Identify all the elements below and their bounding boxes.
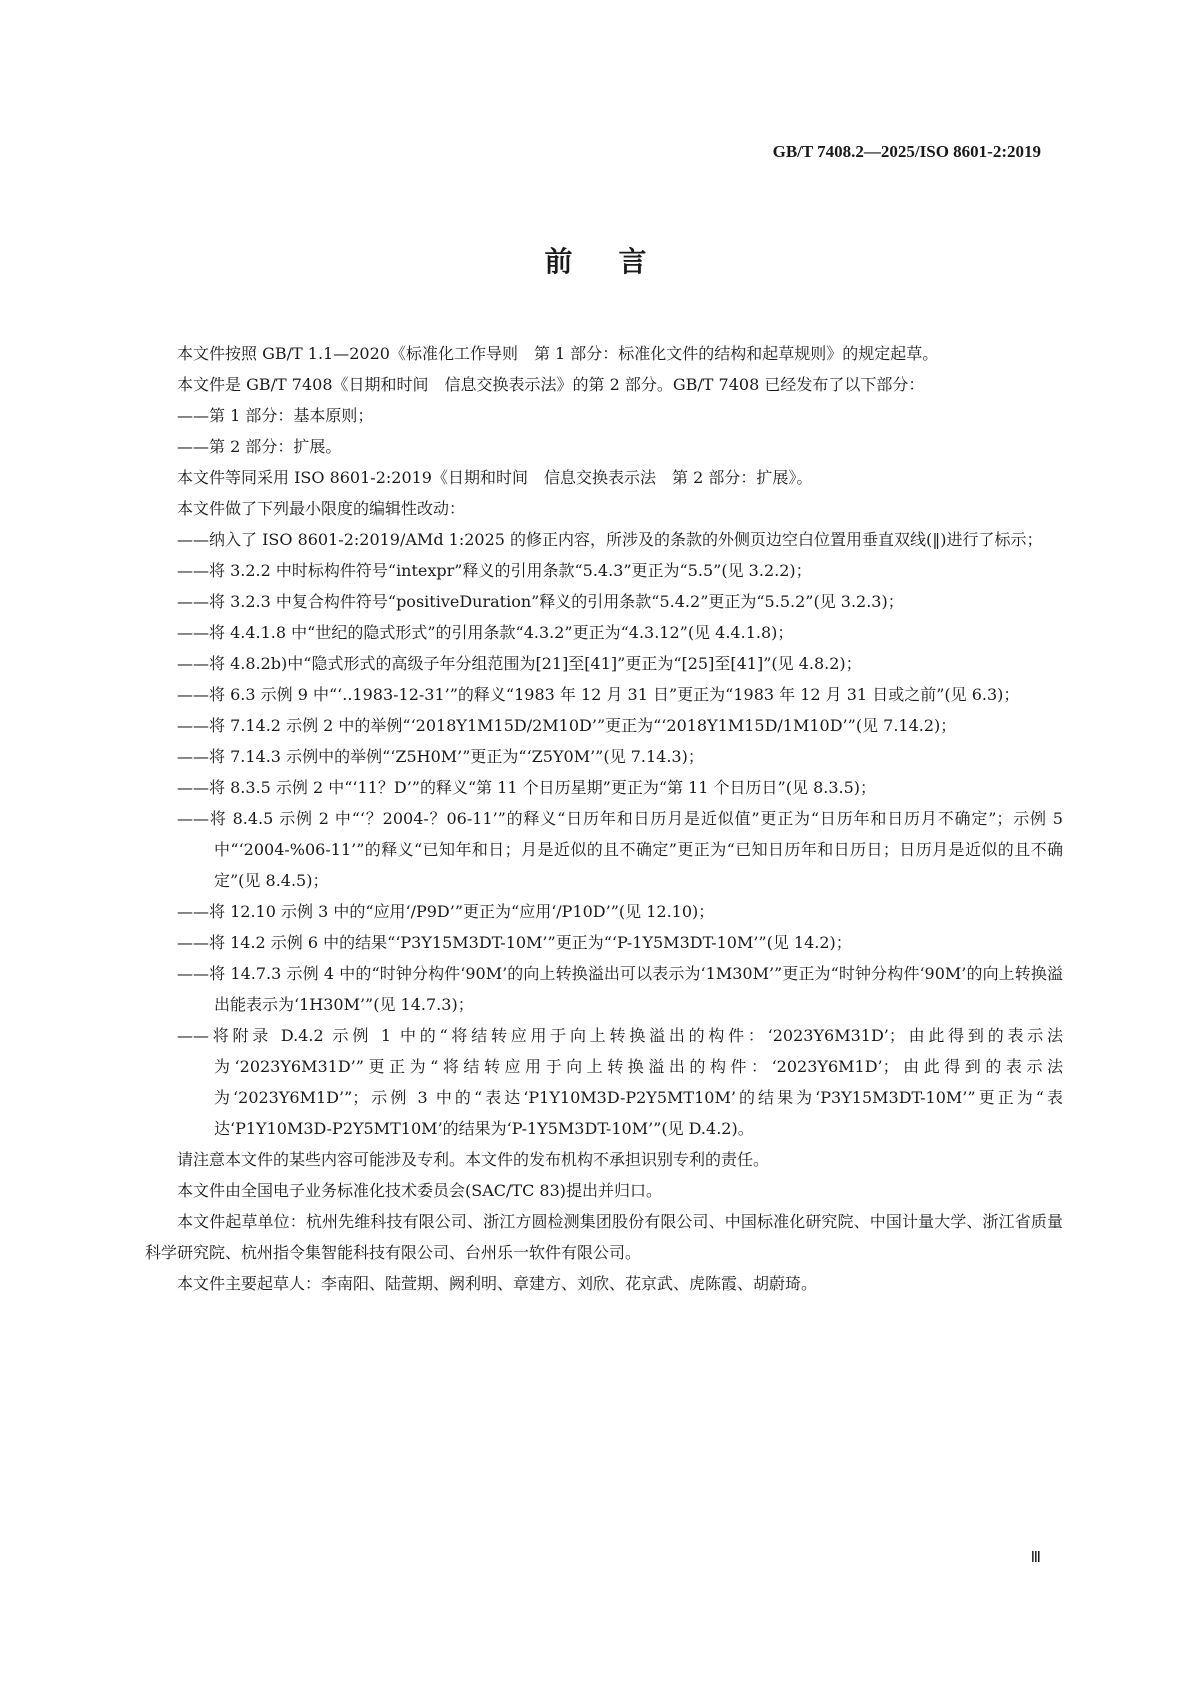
change-list-item: ——将 8.3.5 示例 2 中“‘11？D’”的释义“第 11 个日历星期”更正为“第 11 个日历日”(见 8.3.5)； [177, 778, 877, 797]
drafters-paragraph: 本文件主要起草人：李南阳、陆萱期、阙利明、章建方、刘欣、花京武、虎陈霞、胡蔚琦。 [177, 1274, 818, 1293]
change-list-item: ——将附录 D.4.2 示例 1 中的“将结转应用于向上转换溢出的构件：‘2023Y6M31D’；由此得到的表示法为‘2023Y6M31D’”更正为“将结转应用于向上转换溢出的构件：‘2023Y6M1D’；由此得到的表示法为‘2023Y6M1D’”；示例 3 中的“表达‘P1Y10M3D-P2Y5MT10M’的结果为‘P3Y15M3DT-10M’”更正为“表达‘P1Y10M3D-P2Y5MT10M’的结果为‘P-1Y5M3DT-10M’”(见 D.4.2)。 [177, 1026, 1063, 1138]
change-list-item: ——将 6.3 示例 9 中“‘..1983-12-31’”的释义“1983 年 12 月 31 日”更正为“1983 年 12 月 31 日或之前”(见 6.3)； [177, 685, 1020, 704]
drafting-rules-paragraph: 本文件按照 GB/T 1.1—2020《标准化工作导则 第 1 部分：标准化文件的结构和起草规则》的规定起草。 [177, 344, 939, 363]
part-list-item: ——第 1 部分：基本原则； [177, 406, 374, 425]
standard-number-header: GB/T 7408.2—2025/ISO 8601-2:2019 [772, 142, 1041, 161]
change-list-item: ——将 7.14.2 示例 2 中的举例“‘2018Y1M15D/2M10D’”更正为“‘2018Y1M15D/1M10D’”(见 7.14.2)； [177, 716, 957, 735]
page-title: 前言 [544, 245, 693, 278]
document-body [145, 338, 1063, 1299]
change-list-item: ——将 14.2 示例 6 中的结果“‘P3Y15M3DT-10M’”更正为“‘P-1Y5M3DT-10M’”(见 14.2)； [177, 933, 852, 952]
change-list-item: ——将 8.4.5 示例 2 中“‘？2004-？06-11’”的释义“日历年和日历月是近似值”更正为“日历年和日历月不确定”；示例 5 中“‘2004-%06-11’”的释义“已知年和日；月是近似的且不确定”更正为“已知日历年和日历日；日历月是近似的且不确定”(见 8.4.5)； [177, 809, 1063, 890]
committee-paragraph: 本文件由全国电子业务标准化技术委员会(SAC/TC 83)提出并归口。 [177, 1181, 662, 1200]
change-list-item: ——将 7.14.3 示例中的举例“‘Z5H0M’”更正为“‘Z5Y0M’”(见 7.14.3)； [177, 747, 704, 766]
drafting-units-paragraph: 本文件起草单位：杭州先维科技有限公司、浙江方圆检测集团股份有限公司、中国标准化研究院、中国计量大学、浙江省质量科学研究院、杭州指令集智能科技有限公司、台州乐一软件有限公司。 [145, 1212, 1063, 1262]
change-list-item: ——将 4.8.2b)中“隐式形式的高级子年分组范围为[21]至[41]”更正为“[25]至[41]”(见 4.8.2)； [177, 654, 862, 673]
change-list-item: ——将 3.2.3 中复合构件符号“positiveDuration”释义的引用条款“5.4.2”更正为“5.5.2”(见 3.2.3)； [177, 592, 904, 611]
series-paragraph: 本文件是 GB/T 7408《日期和时间 信息交换表示法》的第 2 部分。GB/T 7408 已经发布了以下部分： [177, 375, 925, 394]
change-list-item: ——纳入了 ISO 8601-2:2019/AMd 1:2025 的修正内容，所涉及的条款的外侧页边空白位置用垂直双线(‖)进行了标示； [177, 530, 1043, 549]
part-list-item: ——第 2 部分：扩展。 [177, 437, 342, 456]
changes-intro-paragraph: 本文件做了下列最小限度的编辑性改动： [177, 499, 466, 518]
adoption-paragraph: 本文件等同采用 ISO 8601-2:2019《日期和时间 信息交换表示法 第 2 部分：扩展》。 [177, 468, 813, 487]
change-list-item: ——将 12.10 示例 3 中的“应用‘/P9D’”更正为“应用‘/P10D’”(见 12.10)； [177, 902, 715, 921]
change-list-item: ——将 3.2.2 中时标构件符号“intexpr”释义的引用条款“5.4.3”更正为“5.5”(见 3.2.2)； [177, 561, 812, 580]
change-list-item: ——将 14.7.3 示例 4 中的“时钟分构件‘90M’的向上转换溢出可以表示为‘1M30M’”更正为“时钟分构件‘90M’的向上转换溢出能表示为‘1H30M’”(见 14.7.3)； [177, 964, 1063, 1014]
page-number: Ⅲ [1030, 1550, 1041, 1566]
patent-notice-paragraph: 请注意本文件的某些内容可能涉及专利。本文件的发布机构不承担识别专利的责任。 [177, 1150, 770, 1169]
change-list-item: ——将 4.4.1.8 中“世纪的隐式形式”的引用条款“4.3.2”更正为“4.3.12”(见 4.4.1.8)； [177, 623, 794, 642]
